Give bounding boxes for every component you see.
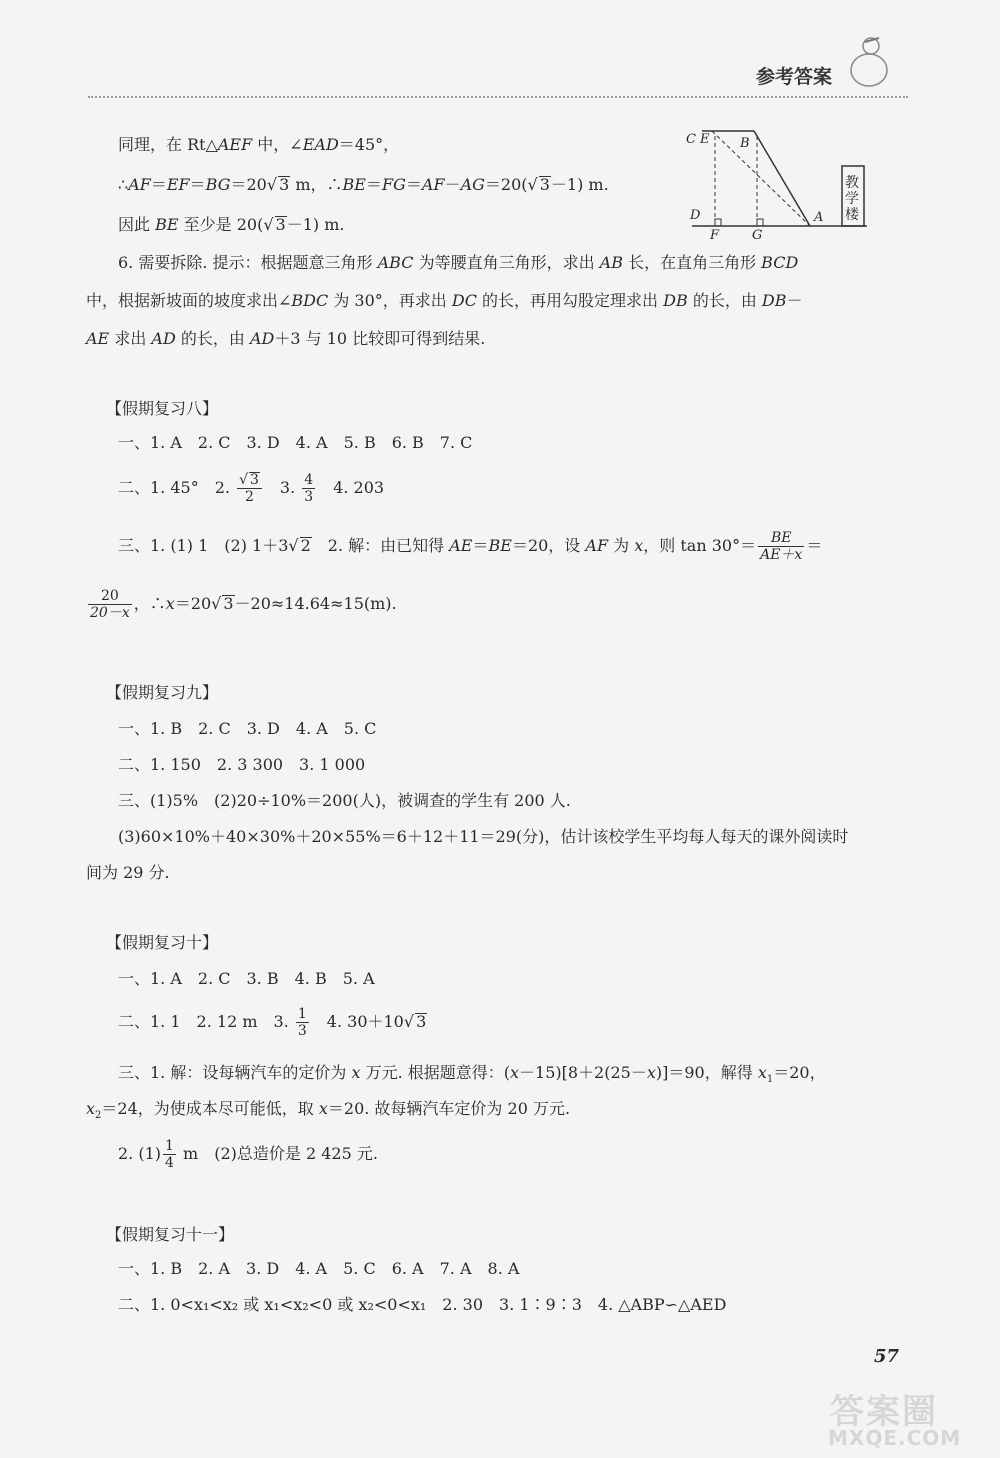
continuation-line-2: ∴AF＝EF＝BG＝20√ 3 m，∴BE＝FG＝AF－AG＝20(√ 3－1) m.	[118, 175, 609, 194]
building-label-2: 学	[845, 191, 859, 207]
watermark-url: MXQE.COM	[828, 1426, 962, 1450]
fraction: $\frac{BE}{AE+x}$	[760, 530, 803, 563]
review-8-part-1: 一、1. A 2. C 3. D 4. A 5. B 6. B 7. C	[118, 433, 473, 452]
diagram-label-F: F	[710, 228, 720, 243]
fraction: $\frac{1}{4}$	[165, 1138, 174, 1171]
building-label-1: 教	[845, 175, 859, 191]
review-10-part-1: 一、1. A 2. C 3. B 4. B 5. A	[118, 969, 375, 988]
fraction: $\frac{√ 3}{2}$	[237, 472, 262, 505]
review-9-part-3-l2: (3)60×10%＋40×30%＋20×55%＝6＋12＋11＝29(分)，估计该校学生平均每人每天的课外阅读时	[118, 827, 849, 846]
review-9-part-3: 三、(1)5% (2)20÷10%＝200(人)，被调查的学生有 200 人.	[118, 791, 571, 810]
review-10-part-3: 三、1. 解：设每辆汽车的定价为 x 万元. 根据题意得：(x－15)[8＋2(25－x)]＝90，解得 $x_1=20$，	[118, 1063, 826, 1086]
page-number: 57	[874, 1346, 900, 1367]
geometry-diagram	[682, 126, 882, 244]
review-10-part-3-l2: $x_2=24$，为使成本尽可能低，取 x＝20. 故每辆汽车定价为 20 万元.	[86, 1099, 571, 1122]
fraction: $\frac{20}{20-x}$	[90, 588, 130, 621]
diagram-label-D: D	[690, 208, 701, 223]
review-9-part-2: 二、1. 150 2. 3 300 3. 1 000	[118, 755, 366, 774]
header-divider	[88, 96, 908, 98]
review-8-part-3: 三、1. (1) 1 (2) 1＋3√ 2 2. 解：由已知得 AE＝BE＝20，设 AF 为 x，则 tan 30°＝ $\frac{BE}{AE+x}$ ＝	[118, 530, 823, 563]
fraction: $\frac{1}{3}$	[297, 1006, 307, 1039]
diagram-label-G: G	[752, 228, 763, 243]
review-8-title: 【假期复习八】	[106, 399, 219, 418]
watermark-text: 答案圈	[830, 1392, 938, 1432]
review-11-part-1: 一、1. B 2. A 3. D 4. A 5. C 6. A 7. A 8. A	[118, 1259, 520, 1278]
continuation-line-3: 因此 BE 至少是 20(√ 3－1) m.	[118, 215, 345, 234]
building-label-3: 楼	[845, 207, 859, 223]
diagram-label-C: C	[686, 132, 696, 147]
diagram-label-E: E	[700, 132, 710, 147]
review-11-title: 【假期复习十一】	[106, 1225, 235, 1244]
question-6-line-2: 中，根据新坡面的坡度求出∠BDC 为 30°，再求出 DC 的长，再用勾股定理求出 DB 的长，由 DB－	[86, 291, 803, 310]
question-6-line-3: AE 求出 AD 的长，由 AD＋3 与 10 比较即可得到结果.	[86, 329, 486, 348]
review-10-part-2: 二、1. 1 2. 12 m 3. $\frac{1}{3}$ 4. 30＋10√ 3	[118, 1006, 427, 1039]
diagram-label-A: A	[814, 210, 824, 225]
review-9-part-1: 一、1. B 2. C 3. D 4. A 5. C	[118, 719, 377, 738]
question-6-line-1: 6. 需要拆除. 提示：根据题意三角形 ABC 为等腰直角三角形，求出 AB 长，在直角三角形 BCD	[118, 253, 799, 272]
review-8-part-2: 二、1. 45° 2. $\frac{√ 3}{2}$ 3. $\frac{4}{3}$ 4. 203	[118, 472, 385, 505]
diagram-label-B: B	[740, 136, 750, 151]
review-9-part-3-l3: 间为 29 分.	[86, 863, 170, 882]
header-title: 参考答案	[756, 66, 833, 88]
review-10-part-3-l3: 2. (1) $\frac{1}{4}$ m (2)总造价是 2 425 元.	[118, 1138, 378, 1171]
review-8-part-3-cont: $\frac{20}{20-x}$ ，∴x＝20√ 3－20≈14.64≈15(m).	[90, 588, 397, 621]
header-decoration	[845, 30, 893, 90]
review-9-title: 【假期复习九】	[106, 683, 219, 702]
continuation-line-1: 同理，在 Rt△AEF 中，∠EAD＝45°，	[118, 135, 400, 154]
review-11-part-2: 二、1. 0<x₁<x₂ 或 x₁<x₂<0 或 x₂<0<x₁ 2. 30 3. 1∶9∶3 4. △ABP∽△AED	[118, 1295, 727, 1314]
review-10-title: 【假期复习十】	[106, 933, 219, 952]
fraction: $\frac{4}{3}$	[304, 472, 314, 505]
